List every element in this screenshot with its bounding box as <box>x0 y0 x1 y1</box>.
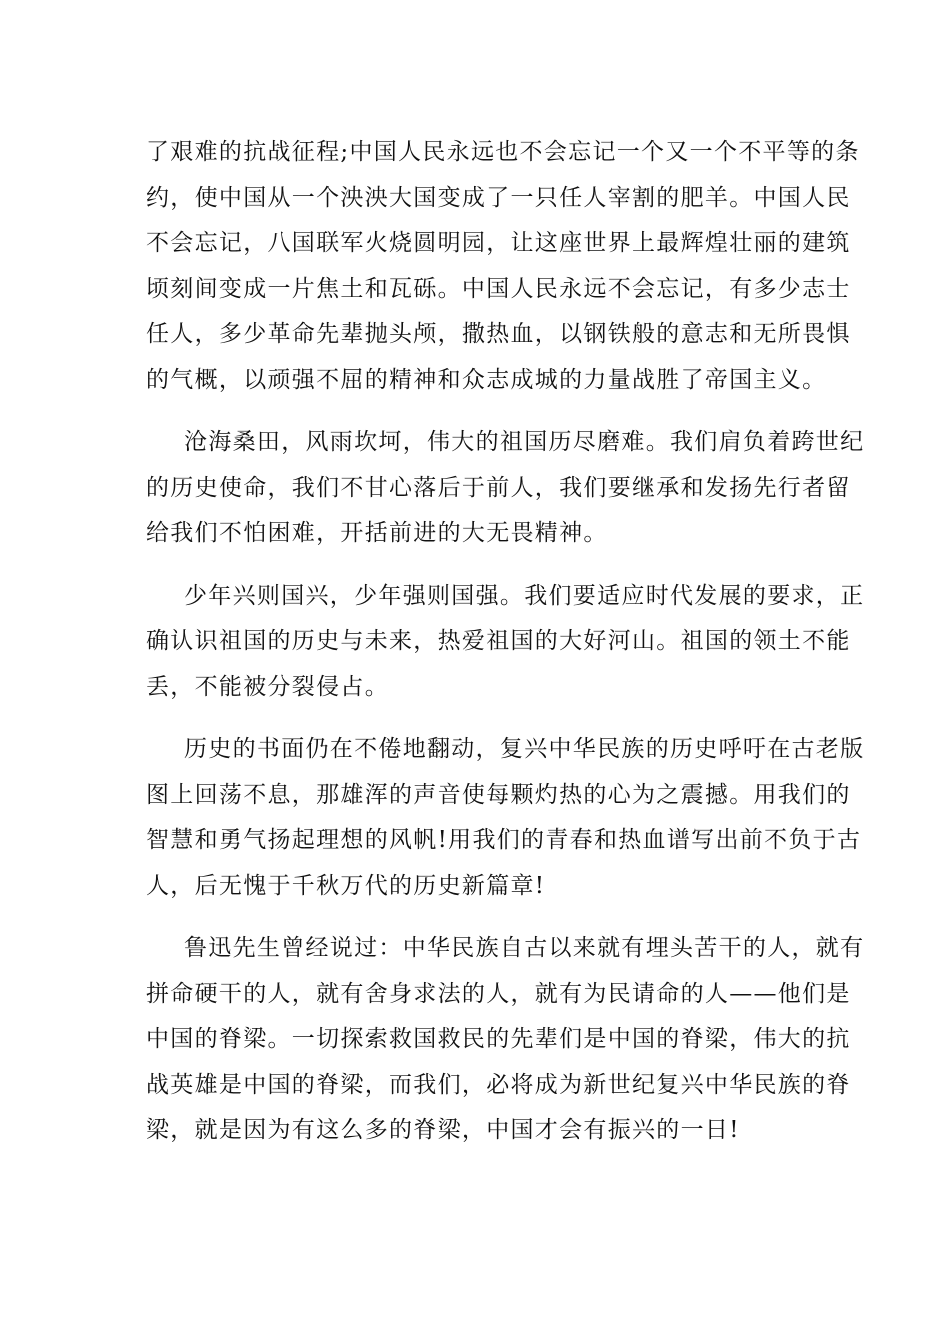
paragraph-line: 鲁迅先生曾经说过：中华民族自古以来就有埋头苦干的人，就有 <box>184 935 865 961</box>
paragraph-line: 丢，不能被分裂侵占。 <box>146 673 389 700</box>
paragraph-line: 任人，多少革命先辈抛头颅，撒热血，以钢铁般的意志和无所畏惧 <box>146 321 851 347</box>
paragraph-line: 少年兴则国兴，少年强则国强。我们要适应时代发展的要求，正 <box>184 582 865 609</box>
paragraph-4 <box>146 727 865 909</box>
paragraph-line: 的历史使命，我们不甘心落后于前人，我们要继承和发扬先行者留 <box>146 474 851 501</box>
paragraph-line: 确认识祖国的历史与未来，热爱祖国的大好河山。祖国的领土不能 <box>146 628 851 654</box>
paragraph-line: 沧海桑田，风雨坎坷，伟大的祖国历尽磨难。我们肩负着跨世纪 <box>184 429 865 455</box>
paragraph-line: 拼命硬干的人，就有舍身求法的人，就有为民请命的人——他们是 <box>146 980 851 1007</box>
paragraph-line: 智慧和勇气扬起理想的风帆!用我们的青春和热血谱写出前不负于古 <box>146 827 862 853</box>
paragraph-line: 图上回荡不息，那雄浑的声音使每颗灼热的心为之震撼。用我们的 <box>146 781 851 808</box>
paragraph-line: 人，后无愧于千秋万代的历史新篇章! <box>146 872 546 899</box>
paragraph-line: 约，使中国从一个泱泱大国变成了一只任人宰割的肥羊。中国人民 <box>146 184 851 211</box>
paragraph-line: 给我们不怕困难，开括前进的大无畏精神。 <box>146 520 608 546</box>
paragraph-5 <box>146 926 865 1154</box>
paragraph-line: 中国的脊梁。一切探索救国救民的先辈们是中国的脊梁，伟大的抗 <box>146 1026 851 1052</box>
paragraph-line: 战英雄是中国的脊梁，而我们，必将成为新世纪复兴中华民族的脊 <box>146 1071 851 1098</box>
paragraph-line: 顷刻间变成一片焦土和瓦砾。中国人民永远不会忘记，有多少志士 <box>146 275 851 302</box>
paragraph-line: 不会忘记，八国联军火烧圆明园，让这座世界上最辉煌壮丽的建筑 <box>146 230 851 256</box>
paragraph-line: 了艰难的抗战征程;中国人民永远也不会忘记一个又一个不平等的条 <box>146 139 860 165</box>
paragraph-line: 历史的书面仍在不倦地翻动，复兴中华民族的历史呼吁在古老版 <box>184 736 865 762</box>
paragraph-3 <box>146 574 865 711</box>
paragraph-line: 的气概，以顽强不屈的精神和众志成城的力量战胜了帝国主义。 <box>146 366 827 393</box>
document-body <box>146 130 865 1171</box>
paragraph-1 <box>146 130 860 403</box>
paragraph-line: 梁，就是因为有这么多的脊梁，中国才会有振兴的一日! <box>146 1117 740 1143</box>
paragraph-2 <box>146 420 865 557</box>
